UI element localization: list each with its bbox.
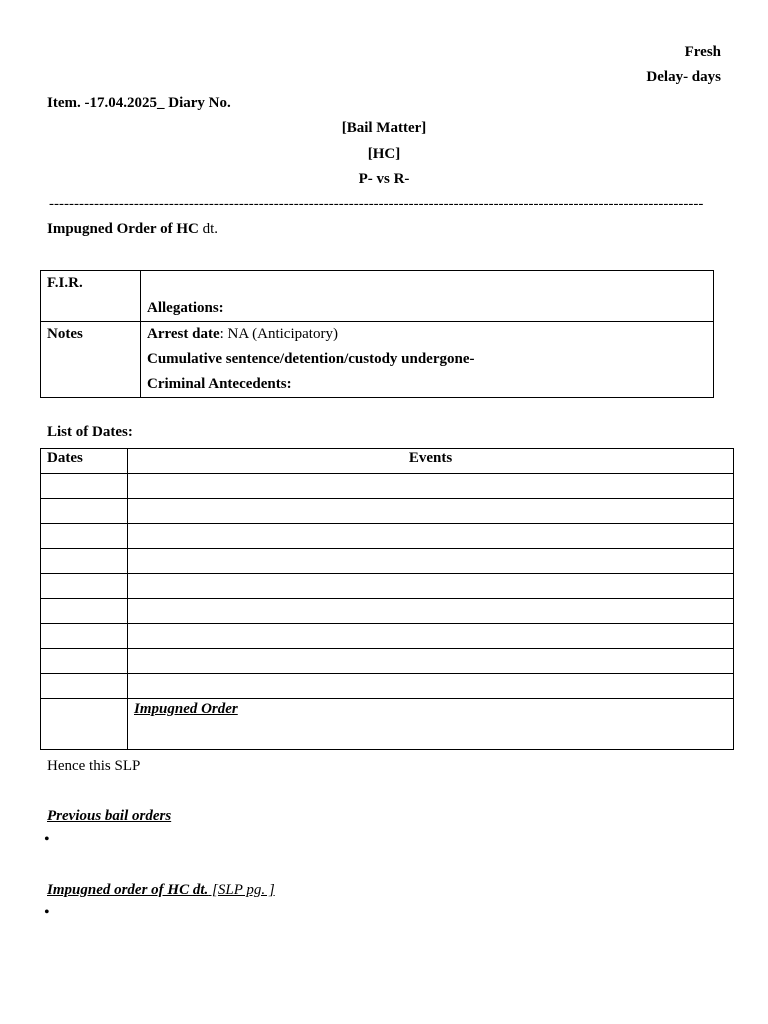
event-cell (128, 499, 734, 524)
date-cell (41, 624, 128, 649)
col-dates-header: Dates (41, 449, 128, 474)
event-cell (128, 474, 734, 499)
table-row (41, 474, 734, 499)
arrest-date-line (147, 322, 707, 347)
allegations-label: Allegations: (147, 300, 224, 316)
date-cell (41, 649, 128, 674)
date-cell (41, 474, 128, 499)
antecedents-label: Criminal Antecedents: (147, 376, 292, 392)
impugned-order-section-heading (47, 881, 275, 899)
table-row (41, 674, 734, 699)
bullet-icon: • (44, 831, 50, 848)
date-cell (41, 674, 128, 699)
date-cell (41, 524, 128, 549)
hence-slp-text: Hence this SLP (47, 758, 141, 774)
date-cell (41, 699, 128, 750)
event-cell (128, 624, 734, 649)
date-cell (41, 499, 128, 524)
fir-table (40, 270, 714, 398)
list-of-dates-table (40, 448, 734, 750)
hc-heading: [HC] (367, 146, 401, 162)
arrest-date-label: Arrest date (147, 326, 220, 342)
table-row (41, 599, 734, 624)
event-cell (128, 674, 734, 699)
bail-matter-heading: [Bail Matter] (341, 120, 427, 136)
table-row (41, 499, 734, 524)
previous-bail-heading: Previous bail orders (47, 808, 172, 824)
fresh-label: Fresh (684, 44, 721, 60)
table-row (41, 524, 734, 549)
bullet-icon: • (44, 904, 50, 921)
table-row (41, 624, 734, 649)
fir-label: F.I.R. (41, 271, 141, 322)
event-cell (128, 599, 734, 624)
custody-label: Cumulative sentence/detention/custody undergone- (147, 351, 475, 367)
event-cell (128, 649, 734, 674)
impugned-order-date: dt. (198, 221, 218, 237)
event-cell (128, 549, 734, 574)
col-events-header: Events (128, 449, 734, 474)
event-cell (128, 524, 734, 549)
parties-line: P- vs R- (358, 171, 410, 187)
table-row (41, 574, 734, 599)
date-cell (41, 599, 128, 624)
table-row (41, 549, 734, 574)
delay-label: Delay- days (646, 69, 721, 85)
notes-label: Notes (41, 322, 141, 398)
table-row (41, 649, 734, 674)
date-cell (41, 549, 128, 574)
slp-page-ref: [SLP pg. ] (208, 882, 275, 898)
impugned-order-label: Impugned Order of HC (47, 221, 199, 237)
separator-line: ----------------------------------------------------------------------------------------------------------------------------------- (49, 196, 704, 212)
event-cell (128, 574, 734, 599)
impugned-order-line (47, 220, 218, 238)
impugned-order-event: Impugned Order (134, 701, 238, 717)
impugned-order-hc-label: Impugned order of HC dt. (47, 882, 209, 898)
date-cell (41, 574, 128, 599)
item-diary-line: Item. -17.04.2025_ Diary No. (47, 95, 231, 111)
arrest-date-value: : NA (Anticipatory) (219, 326, 338, 342)
list-of-dates-title: List of Dates: (47, 424, 133, 440)
table-row-impugned (41, 699, 734, 750)
